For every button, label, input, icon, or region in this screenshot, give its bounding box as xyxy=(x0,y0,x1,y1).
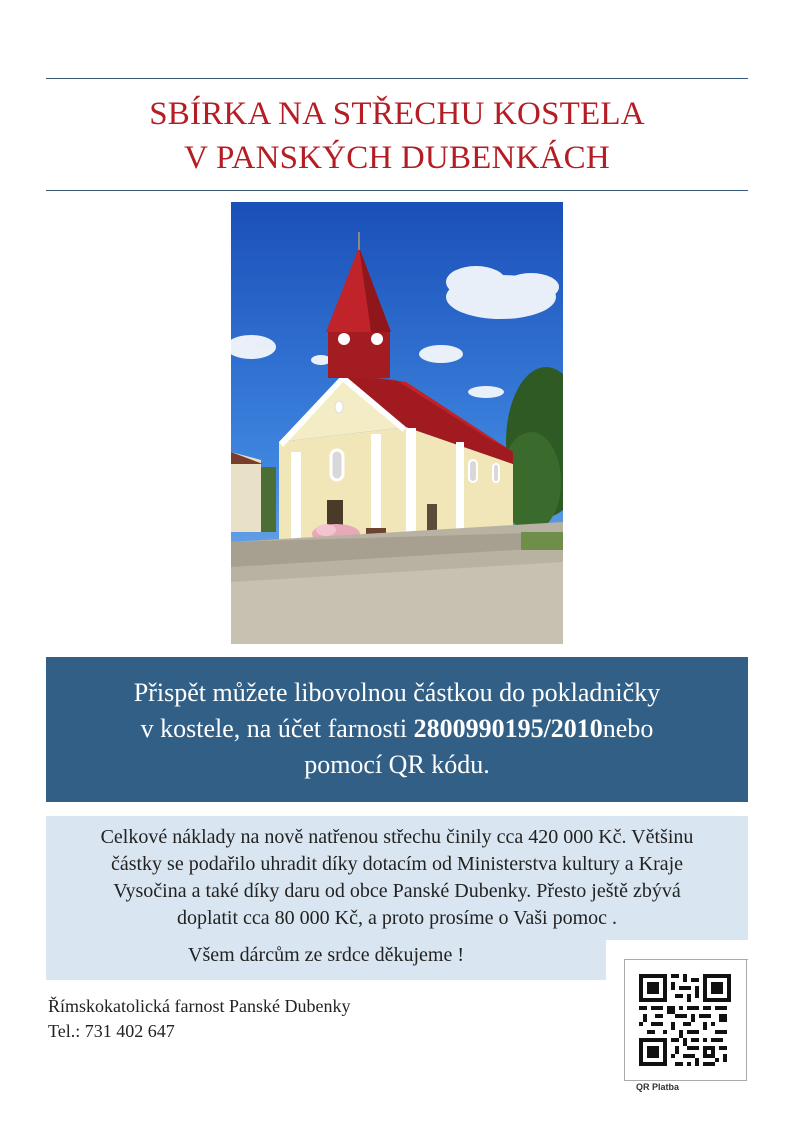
qr-label: QR Platba xyxy=(636,1082,680,1092)
donation-line-1: Přispět můžete libovolnou částkou do pokladničky xyxy=(133,678,661,707)
top-divider xyxy=(46,78,748,79)
donation-line-2 xyxy=(46,711,748,747)
info-text xyxy=(46,824,748,932)
page-title xyxy=(46,92,748,180)
title-line-1: SBÍRKA NA STŘECHU KOSTELA xyxy=(149,96,645,132)
info-line-3: Vysočina a také díky daru od obce Panské Dubenky. Přesto ještě zbývá xyxy=(113,880,681,902)
info-line-4: doplatit cca 80 000 Kč, a proto prosíme o Vaši pomoc . xyxy=(176,907,618,929)
donation-line-3: pomocí QR kódu. xyxy=(304,750,490,779)
qr-code-icon xyxy=(639,974,731,1066)
footer xyxy=(48,994,350,1044)
info-line-1: Celkové náklady na nově natřenou střechu činily cca 420 000 Kč. Většinu xyxy=(100,826,694,848)
info-line-2: částky se podařilo uhradit díky dotacím od Ministerstva kultury a Kraje xyxy=(110,853,684,875)
donation-line-2-suffix: nebo xyxy=(602,714,654,743)
donation-box xyxy=(46,657,748,802)
donation-line-2-prefix: v kostele, na účet farnosti xyxy=(140,714,408,743)
title-line-2: V PANSKÝCH DUBENKÁCH xyxy=(184,140,610,176)
church-photo xyxy=(231,202,563,644)
title-divider xyxy=(46,190,748,191)
thanks-text: Všem dárcům ze srdce děkujeme ! xyxy=(188,944,464,966)
phone-number: Tel.: 731 402 647 xyxy=(48,1021,175,1041)
parish-name: Římskokatolická farnost Panské Dubenky xyxy=(48,996,351,1016)
bank-account-number: 2800990195/2010 xyxy=(413,714,603,743)
